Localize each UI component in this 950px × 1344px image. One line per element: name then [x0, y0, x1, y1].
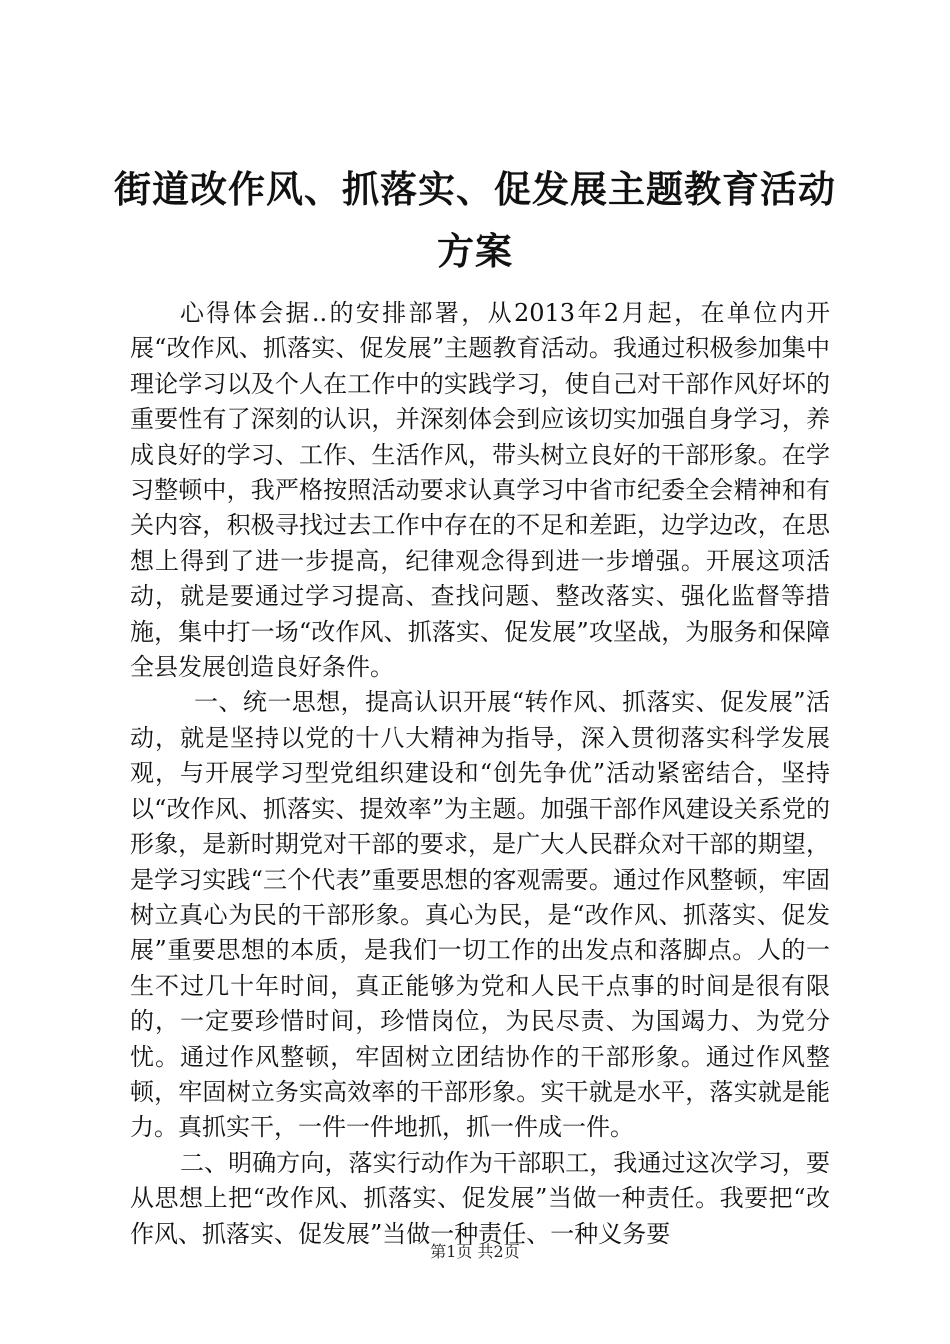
paragraph-intro: 心得体会据..的安排部署，从2013年2月起，在单位内开展“改作风、抓落实、促发展”主题教育活动。我通过积极参加集中理论学习以及个人在工作中的实践学习，使自己对干部作风好坏的重要性有了深刻的认识，并深刻体会到应该切实加强自身学习，养成良好的学习、工作、生活作风，带头树立良好的干部形象。在学习整顿中，我严格按照活动要求认真学习中省市纪委全会精神和有关内容，积极寻找过去工作中存在的不足和差距，边学边改，在思想上得到了进一步提高，纪律观念得到进一步增强。开展这项活动，就是要通过学习提高、查找问题、整改落实、强化监督等措施，集中打一场“改作风、抓落实、促发展”攻坚战，为服务和保障全县发展创造良好条件。 [130, 299, 830, 682]
document-title: 街道改作风、抓落实、促发展主题教育活动方案 [114, 167, 836, 273]
paragraph-section-one: 一、统一思想，提高认识开展“转作风、抓落实、促发展”活动，就是坚持以党的十八大精神为指导，深入贯彻落实科学发展观，与开展学习型党组织建设和“创先争优”活动紧密结合，坚持以“改作风、抓落实、提效率”为主题。加强干部作风建设关系党的形象，是新时期党对干部的要求，是广大人民群众对干部的期望，是学习实践“三个代表”重要思想的客观需要。通过作风整顿，牢固树立真心为民的干部形象。真心为民，是“改作风、抓落实、促发展”重要思想的本质，是我们一切工作的出发点和落脚点。人的一生不过几十年时间，真正能够为党和人民干点事的时间是很有限的，一定要珍惜时间，珍惜岗位，为民尽责、为国竭力、为党分忧。通过作风整顿，牢固树立团结协作的干部形象。通过作风整顿，牢固树立务实高效率的干部形象。实干就是水平，落实就是能力。真抓实干，一件一件地抓，抓一件成一件。 [130, 688, 830, 1142]
document-body [130, 296, 830, 1252]
paragraph-section-two: 二、明确方向，落实行动作为干部职工，我通过这次学习，要从思想上把“改作风、抓落实、促发展”当做一种责任。我要把“改作风、抓落实、促发展”当做一种责任、一种义务要 [130, 1148, 830, 1248]
page-number-footer: 第1页 共2页 [430, 1242, 520, 1261]
